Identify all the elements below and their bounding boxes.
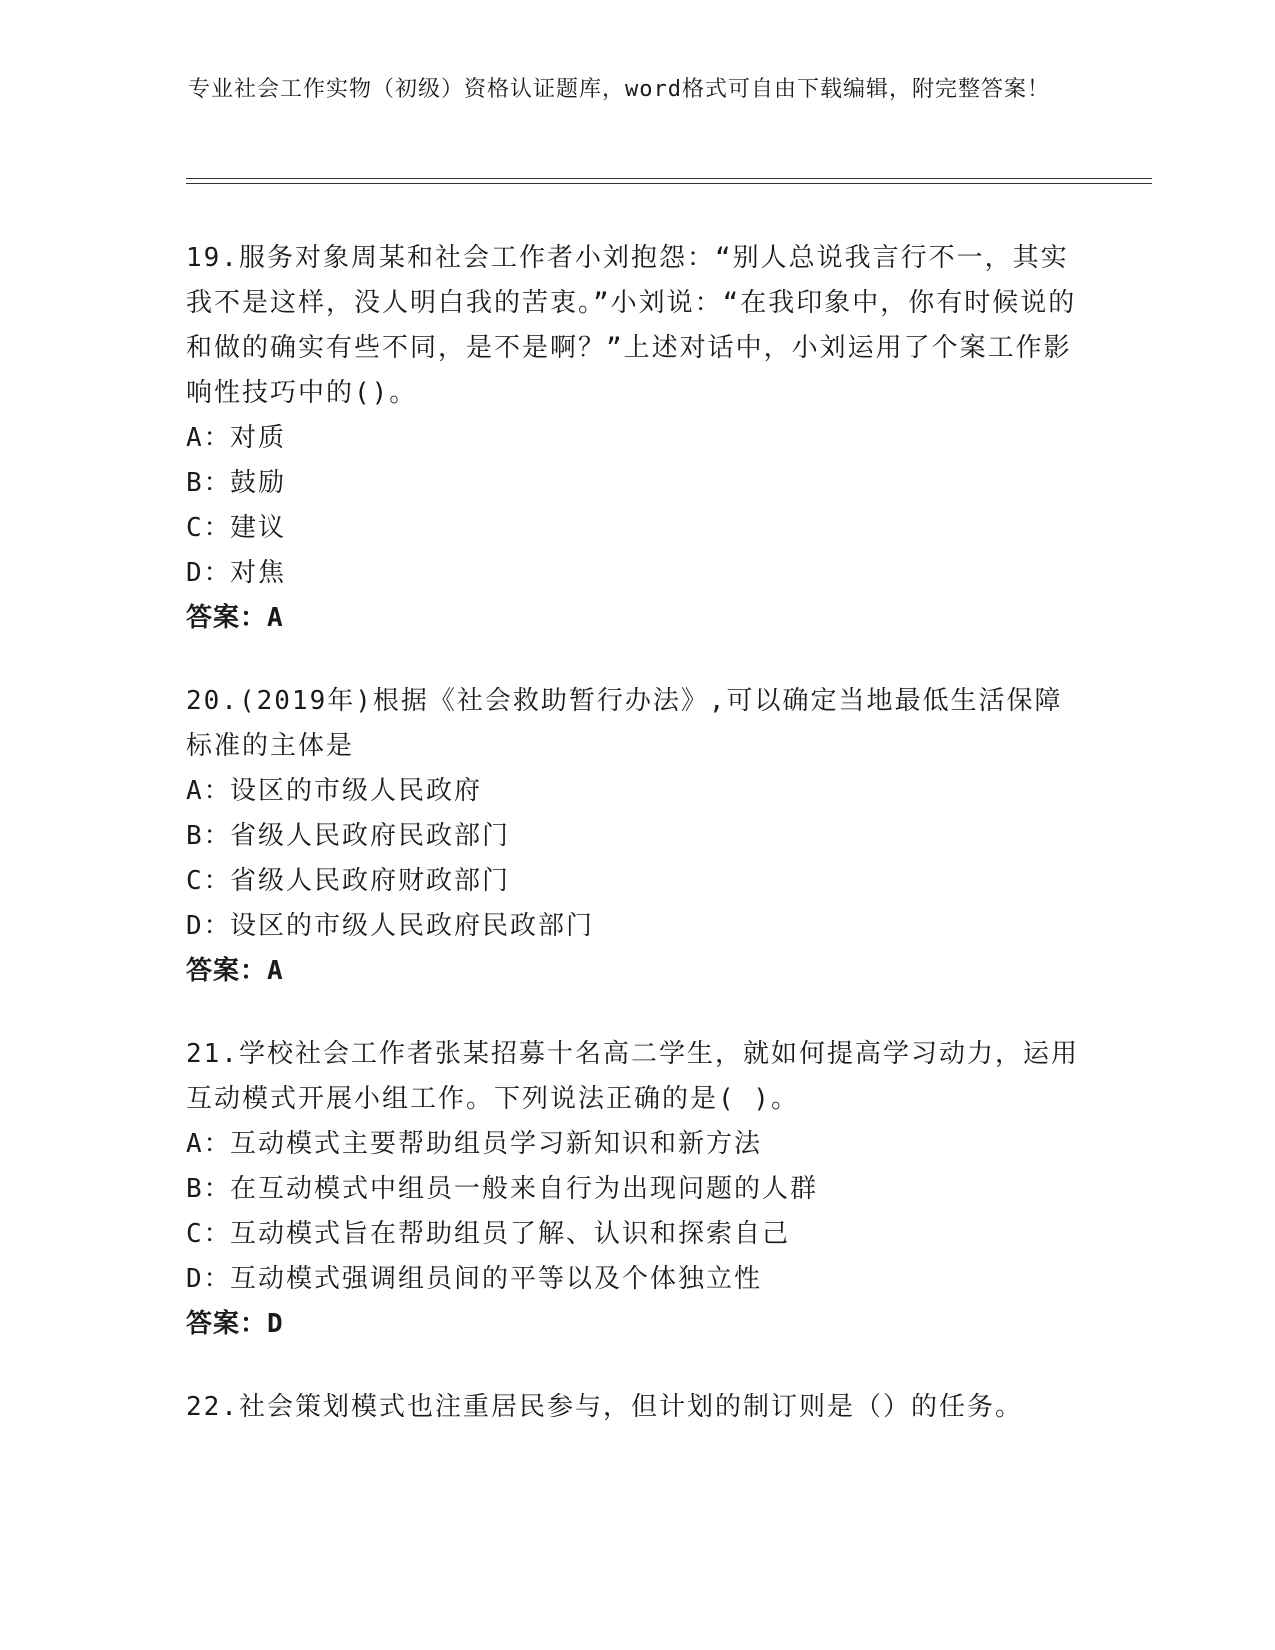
answer-line: 答案：A bbox=[186, 956, 284, 986]
question-19 bbox=[186, 236, 1086, 641]
option-letter: A： bbox=[186, 776, 232, 806]
option-text: 对焦 bbox=[230, 558, 287, 588]
option-text: 互动模式强调组员间的平等以及个体独立性 bbox=[230, 1264, 763, 1294]
option-letter: C： bbox=[186, 513, 232, 543]
answer-line: 答案：D bbox=[186, 1309, 284, 1339]
option-text: 设区的市级人民政府民政部门 bbox=[230, 911, 595, 941]
option-d bbox=[186, 551, 1086, 596]
header-divider-top bbox=[186, 178, 1152, 179]
option-letter: B： bbox=[186, 468, 232, 498]
option-c bbox=[186, 1212, 1086, 1257]
option-letter: A： bbox=[186, 1129, 232, 1159]
option-c bbox=[186, 506, 1086, 551]
option-b bbox=[186, 1167, 1086, 1212]
question-20 bbox=[186, 679, 1086, 994]
option-text: 建议 bbox=[230, 513, 287, 543]
option-c bbox=[186, 859, 1086, 904]
option-a bbox=[186, 769, 1086, 814]
option-text: 省级人民政府民政部门 bbox=[230, 821, 511, 851]
option-letter: C： bbox=[186, 866, 232, 896]
option-text: 对质 bbox=[230, 423, 287, 453]
option-a bbox=[186, 1122, 1086, 1167]
option-letter: C： bbox=[186, 1219, 232, 1249]
question-21 bbox=[186, 1032, 1086, 1347]
option-text: 互动模式旨在帮助组员了解、认识和探索自己 bbox=[230, 1219, 791, 1249]
question-22 bbox=[186, 1385, 1086, 1430]
question-stem: 19.服务对象周某和社会工作者小刘抱怨：“别人总说我言行不一，其实我不是这样，没人明白我的苦衷。”小刘说：“在我印象中，你有时候说的和做的确实有些不同，是不是啊？”上述对话中，小刘运用了个案工作影响性技巧中的()。 bbox=[186, 243, 1077, 408]
option-letter: D： bbox=[186, 911, 232, 941]
option-b bbox=[186, 814, 1086, 859]
option-d bbox=[186, 904, 1086, 949]
answer-line: 答案：A bbox=[186, 603, 284, 633]
question-stem: 22.社会策划模式也注重居民参与，但计划的制订则是（）的任务。 bbox=[186, 1392, 1023, 1422]
question-stem: 20.(2019年)根据《社会救助暂行办法》,可以确定当地最低生活保障标准的主体是 bbox=[186, 686, 1063, 761]
option-letter: B： bbox=[186, 821, 232, 851]
page-header: 专业社会工作实物（初级）资格认证题库，word格式可自由下载编辑，附完整答案！ bbox=[188, 77, 1050, 102]
option-text: 在互动模式中组员一般来自行为出现问题的人群 bbox=[230, 1174, 819, 1204]
option-letter: A： bbox=[186, 423, 232, 453]
header-divider-bottom bbox=[186, 183, 1152, 184]
option-letter: D： bbox=[186, 1264, 232, 1294]
question-stem: 21.学校社会工作者张某招募十名高二学生，就如何提高学习动力，运用互动模式开展小组工作。下列说法正确的是( )。 bbox=[186, 1039, 1079, 1114]
option-letter: B： bbox=[186, 1174, 232, 1204]
option-text: 鼓励 bbox=[230, 468, 287, 498]
option-text: 省级人民政府财政部门 bbox=[230, 866, 511, 896]
option-letter: D： bbox=[186, 558, 232, 588]
option-b bbox=[186, 461, 1086, 506]
question-list bbox=[186, 236, 1086, 1468]
option-text: 设区的市级人民政府 bbox=[230, 776, 483, 806]
option-d bbox=[186, 1257, 1086, 1302]
option-text: 互动模式主要帮助组员学习新知识和新方法 bbox=[230, 1129, 763, 1159]
option-a bbox=[186, 416, 1086, 461]
